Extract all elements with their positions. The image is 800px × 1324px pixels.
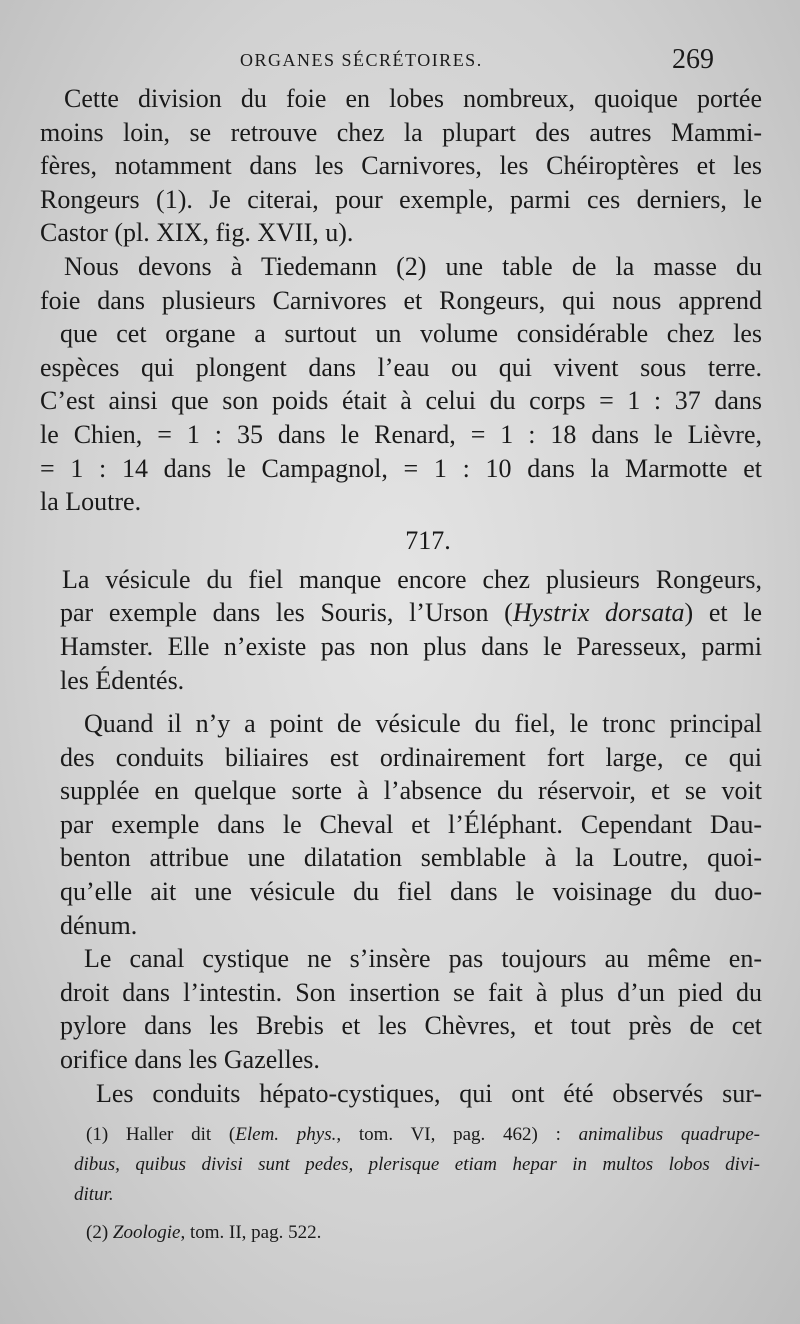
text-span: par exemple dans les Souris, l’Urson ( xyxy=(60,598,513,628)
footnote-quote: ditur. xyxy=(74,1184,114,1205)
footnote-text: (1) Haller dit ( xyxy=(86,1124,236,1145)
section-number: 717. xyxy=(405,525,451,555)
footnote-quote: dibus, quibus divisi sunt pedes, plerisque etiam hepar in multos lobos divi- xyxy=(74,1154,760,1175)
text-line: Les conduits hépato-cystiques, qui ont été observés sur- xyxy=(96,1078,762,1108)
footnote-text: (2) xyxy=(86,1222,113,1243)
species-name: Hystrix dorsata xyxy=(512,598,685,628)
text-line: supplée en quelque sorte à l’absence du réservoir, et se voit xyxy=(60,776,762,806)
text-line: Le canal cystique ne s’insère pas toujours au même en- xyxy=(84,944,762,974)
text-line: la Loutre. xyxy=(40,487,142,517)
text-line: C’est ainsi que son poids était à celui du corps = 1 : 37 dans xyxy=(40,386,762,416)
text-line: = 1 : 14 dans le Campagnol, = 1 : 10 dans la Marmotte et xyxy=(40,453,762,483)
footnote-citation: Elem. phys. xyxy=(235,1124,337,1145)
text-line: orifice dans les Gazelles. xyxy=(60,1045,320,1075)
footnote-1-continued xyxy=(74,1150,760,1180)
footnote-1-end xyxy=(74,1180,760,1210)
text-line: Cette division du foie en lobes nombreux, quoique portée xyxy=(64,84,762,113)
text-line: La vésicule du fiel manque encore chez plusieurs Rongeurs, xyxy=(62,564,762,594)
text-line: espèces qui plongent dans l’eau ou qui vivent sous terre. xyxy=(40,352,762,382)
text-span: ) et le xyxy=(684,598,763,628)
text-line: Rongeurs (1). Je citerai, pour exemple, parmi ces derniers, le xyxy=(40,184,762,214)
text-line: les Édentés. xyxy=(60,665,185,695)
text-line: fères, notamment dans les Carnivores, les Chéiroptères et les xyxy=(40,151,762,181)
footnotes xyxy=(74,1120,761,1248)
text-line: moins loin, se retrouve chez la plupart des autres Mammi- xyxy=(40,117,762,147)
text-line: qu’elle ait une vésicule du fiel dans le voisinage du duo- xyxy=(60,877,762,907)
page-header xyxy=(0,40,800,80)
text-line: Castor (pl. XIX, fig. XVII, u). xyxy=(40,218,354,248)
text-line: Hamster. Elle n’existe pas non plus dans le Paresseux, parmi xyxy=(60,631,762,661)
page-body xyxy=(40,82,762,1110)
text-line: par exemple dans le Cheval et l’Éléphant. Cependant Dau- xyxy=(60,809,762,839)
text-line: dénum. xyxy=(60,910,138,940)
text-line: que cet organe a surtout un volume considérable chez les xyxy=(60,319,762,349)
footnote-2 xyxy=(86,1218,760,1248)
footnote-quote: animalibus quadrupe- xyxy=(578,1124,761,1145)
text-line: foie dans plusieurs Carnivores et Rongeurs, qui nous apprend xyxy=(40,285,762,315)
footnote-text: , tom. VI, pag. 462) : xyxy=(336,1124,579,1145)
footnote-text: , tom. II, pag. 522. xyxy=(180,1222,322,1243)
text-line: benton attribue une dilatation semblable à la Loutre, quoi- xyxy=(60,843,762,873)
text-line: Nous devons à Tiedemann (2) une table de la masse du xyxy=(64,251,762,281)
footnote-citation: Zoologie xyxy=(112,1222,181,1243)
text-line xyxy=(40,596,762,630)
text-line: pylore dans les Brebis et les Chèvres, et tout près de cet xyxy=(60,1011,762,1041)
text-line: Quand il n’y a point de vésicule du fiel, le tronc principal xyxy=(84,709,762,739)
text-line: des conduits biliaires est ordinairement fort large, ce qui xyxy=(60,742,762,772)
footnote-1 xyxy=(86,1120,760,1150)
text-line: le Chien, = 1 : 35 dans le Renard, = 1 : 18 dans le Lièvre, xyxy=(40,419,762,449)
page-number: 269 xyxy=(672,44,714,75)
running-head: ORGANES SÉCRÉTOIRES. xyxy=(240,50,483,70)
text-line: droit dans l’intestin. Son insertion se fait à plus d’un pied du xyxy=(60,977,762,1007)
